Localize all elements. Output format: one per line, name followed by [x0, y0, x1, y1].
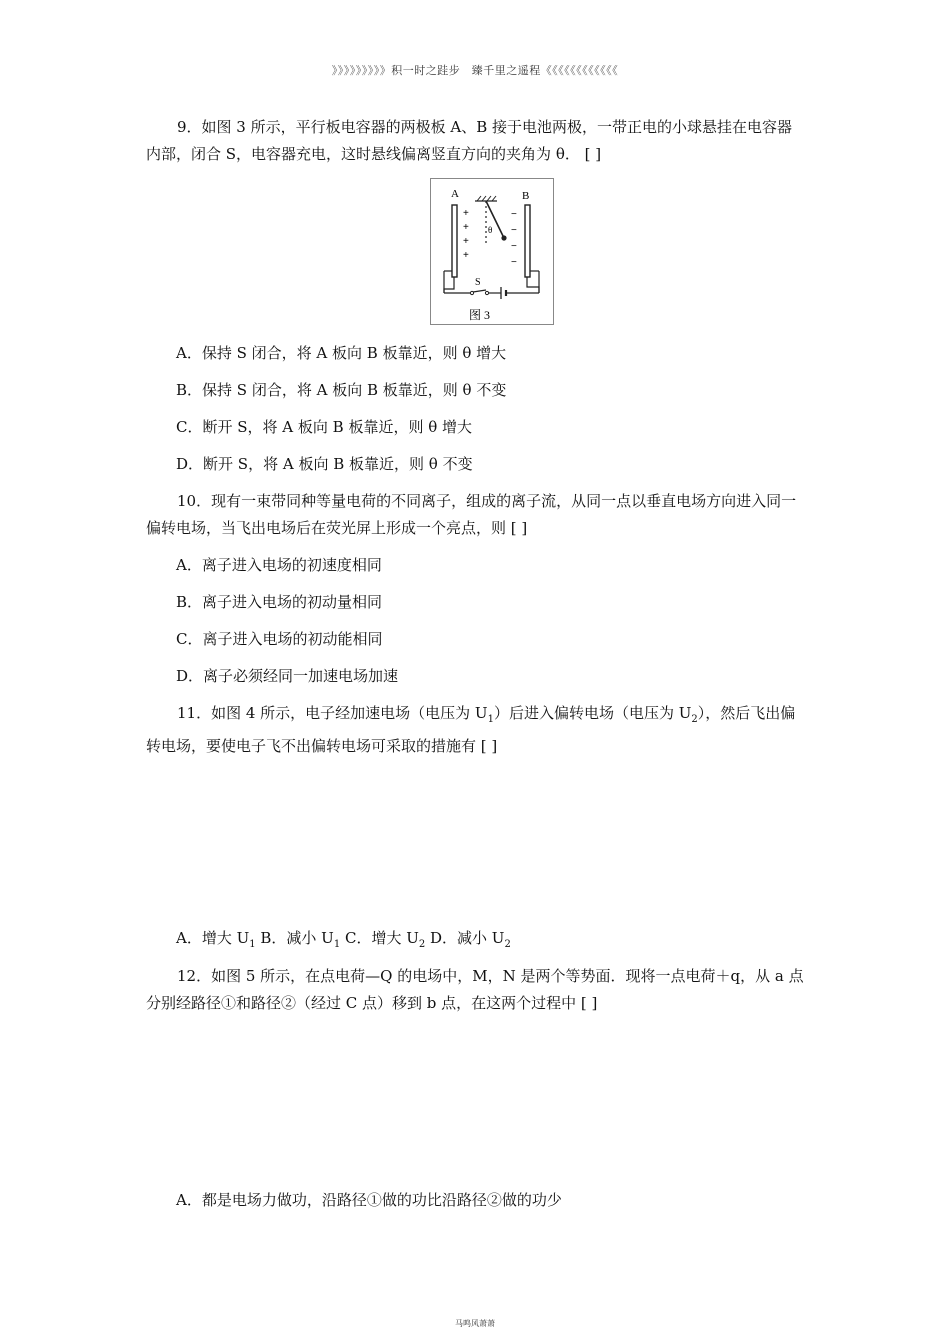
question-11-text-part: 11．如图 4 所示，电子经加速电场（电压为 U — [177, 704, 488, 722]
figure-caption: 图 3 — [469, 308, 491, 322]
plus-sign: + — [463, 208, 469, 219]
plus-sign: + — [463, 222, 469, 233]
question-10-option-d: D．离子必须经同一加速电场加速 — [176, 667, 399, 685]
question-11-text — [146, 700, 806, 760]
question-9-option-b: B．保持 S 闭合，将 A 板向 B 板靠近，则 θ 不变 — [176, 381, 507, 399]
charged-ball — [501, 235, 506, 240]
label-theta: θ — [488, 225, 493, 235]
switch-contact — [485, 291, 488, 294]
label-s: S — [475, 277, 481, 288]
minus-sign: − — [511, 257, 517, 268]
switch-s — [473, 290, 486, 292]
question-11-option-d: D．减小 U — [425, 929, 505, 947]
subscript: 1 — [487, 714, 494, 725]
question-11-text-part: ）后进入偏转电场（电压为 U — [493, 704, 692, 722]
subscript: 1 — [333, 939, 341, 950]
question-11-option-b: B．减小 U — [255, 929, 334, 947]
question-11-option-c: C．增大 U — [340, 929, 419, 947]
subscript: 2 — [504, 939, 511, 950]
plate-a — [452, 205, 457, 277]
minus-sign: − — [511, 241, 517, 252]
question-12-text: 12．如图 5 所示，在点电荷—Q 的电场中，M，N 是两个等势面．现将一点电荷＋q，从 a 点分别经路径①和路径②（经过 C 点）移到 b 点，在这两个过程中 [ ] — [146, 967, 804, 1012]
plus-sign: + — [463, 250, 469, 261]
page-footer: 马鸣风萧萧 — [455, 1319, 495, 1328]
question-11-text-part: ），然后飞出偏转电场，要使电子飞不出偏转电场可采取的措施有 [ ] — [146, 704, 796, 755]
question-9-option-c: C．断开 S，将 A 板向 B 板靠近，则 θ 增大 — [176, 418, 473, 436]
plate-b — [525, 205, 530, 277]
minus-sign: − — [511, 225, 517, 236]
minus-sign: − — [511, 209, 517, 220]
question-9-text: 9．如图 3 所示，平行板电容器的两极板 A、B 接于电池两极，一带正电的小球悬挂在电容器内部，闭合 S，电容器充电，这时悬线偏离竖直方向的夹角为 θ． [ ] — [146, 118, 793, 163]
subscript: 2 — [418, 939, 426, 950]
subscript: 2 — [691, 714, 698, 725]
question-10-text: 10．现有一束带同种等量电荷的不同离子，组成的离子流，从同一点以垂直电场方向进入同一偏转电场，当飞出电场后在荧光屏上形成一个亮点，则 [ ] — [146, 492, 797, 537]
question-10-option-b: B．离子进入电场的初动量相同 — [176, 593, 383, 611]
question-11-options — [176, 928, 511, 955]
figure-3 — [430, 178, 554, 325]
question-11-option-a: A．增大 U — [176, 929, 250, 947]
question-12-option-a: A．都是电场力做功，沿路径①做的功比沿路径②做的功少 — [176, 1191, 562, 1209]
subscript: 1 — [249, 939, 256, 950]
capacitor-circuit-diagram — [431, 179, 553, 324]
question-9-option-d: D．断开 S，将 A 板向 B 板靠近，则 θ 不变 — [176, 455, 473, 473]
label-a: A — [451, 188, 459, 200]
page-header: 》》》》》》》》》积一时之跬步 臻千里之遥程《《《《《《《《《《《《 — [331, 64, 619, 77]
question-10-option-c: C．离子进入电场的初动能相同 — [176, 630, 383, 648]
question-9-option-a: A．保持 S 闭合，将 A 板向 B 板靠近，则 θ 增大 — [176, 344, 507, 362]
label-b: B — [522, 190, 530, 202]
plus-sign: + — [463, 236, 469, 247]
question-10-option-a: A．离子进入电场的初速度相同 — [176, 556, 382, 574]
